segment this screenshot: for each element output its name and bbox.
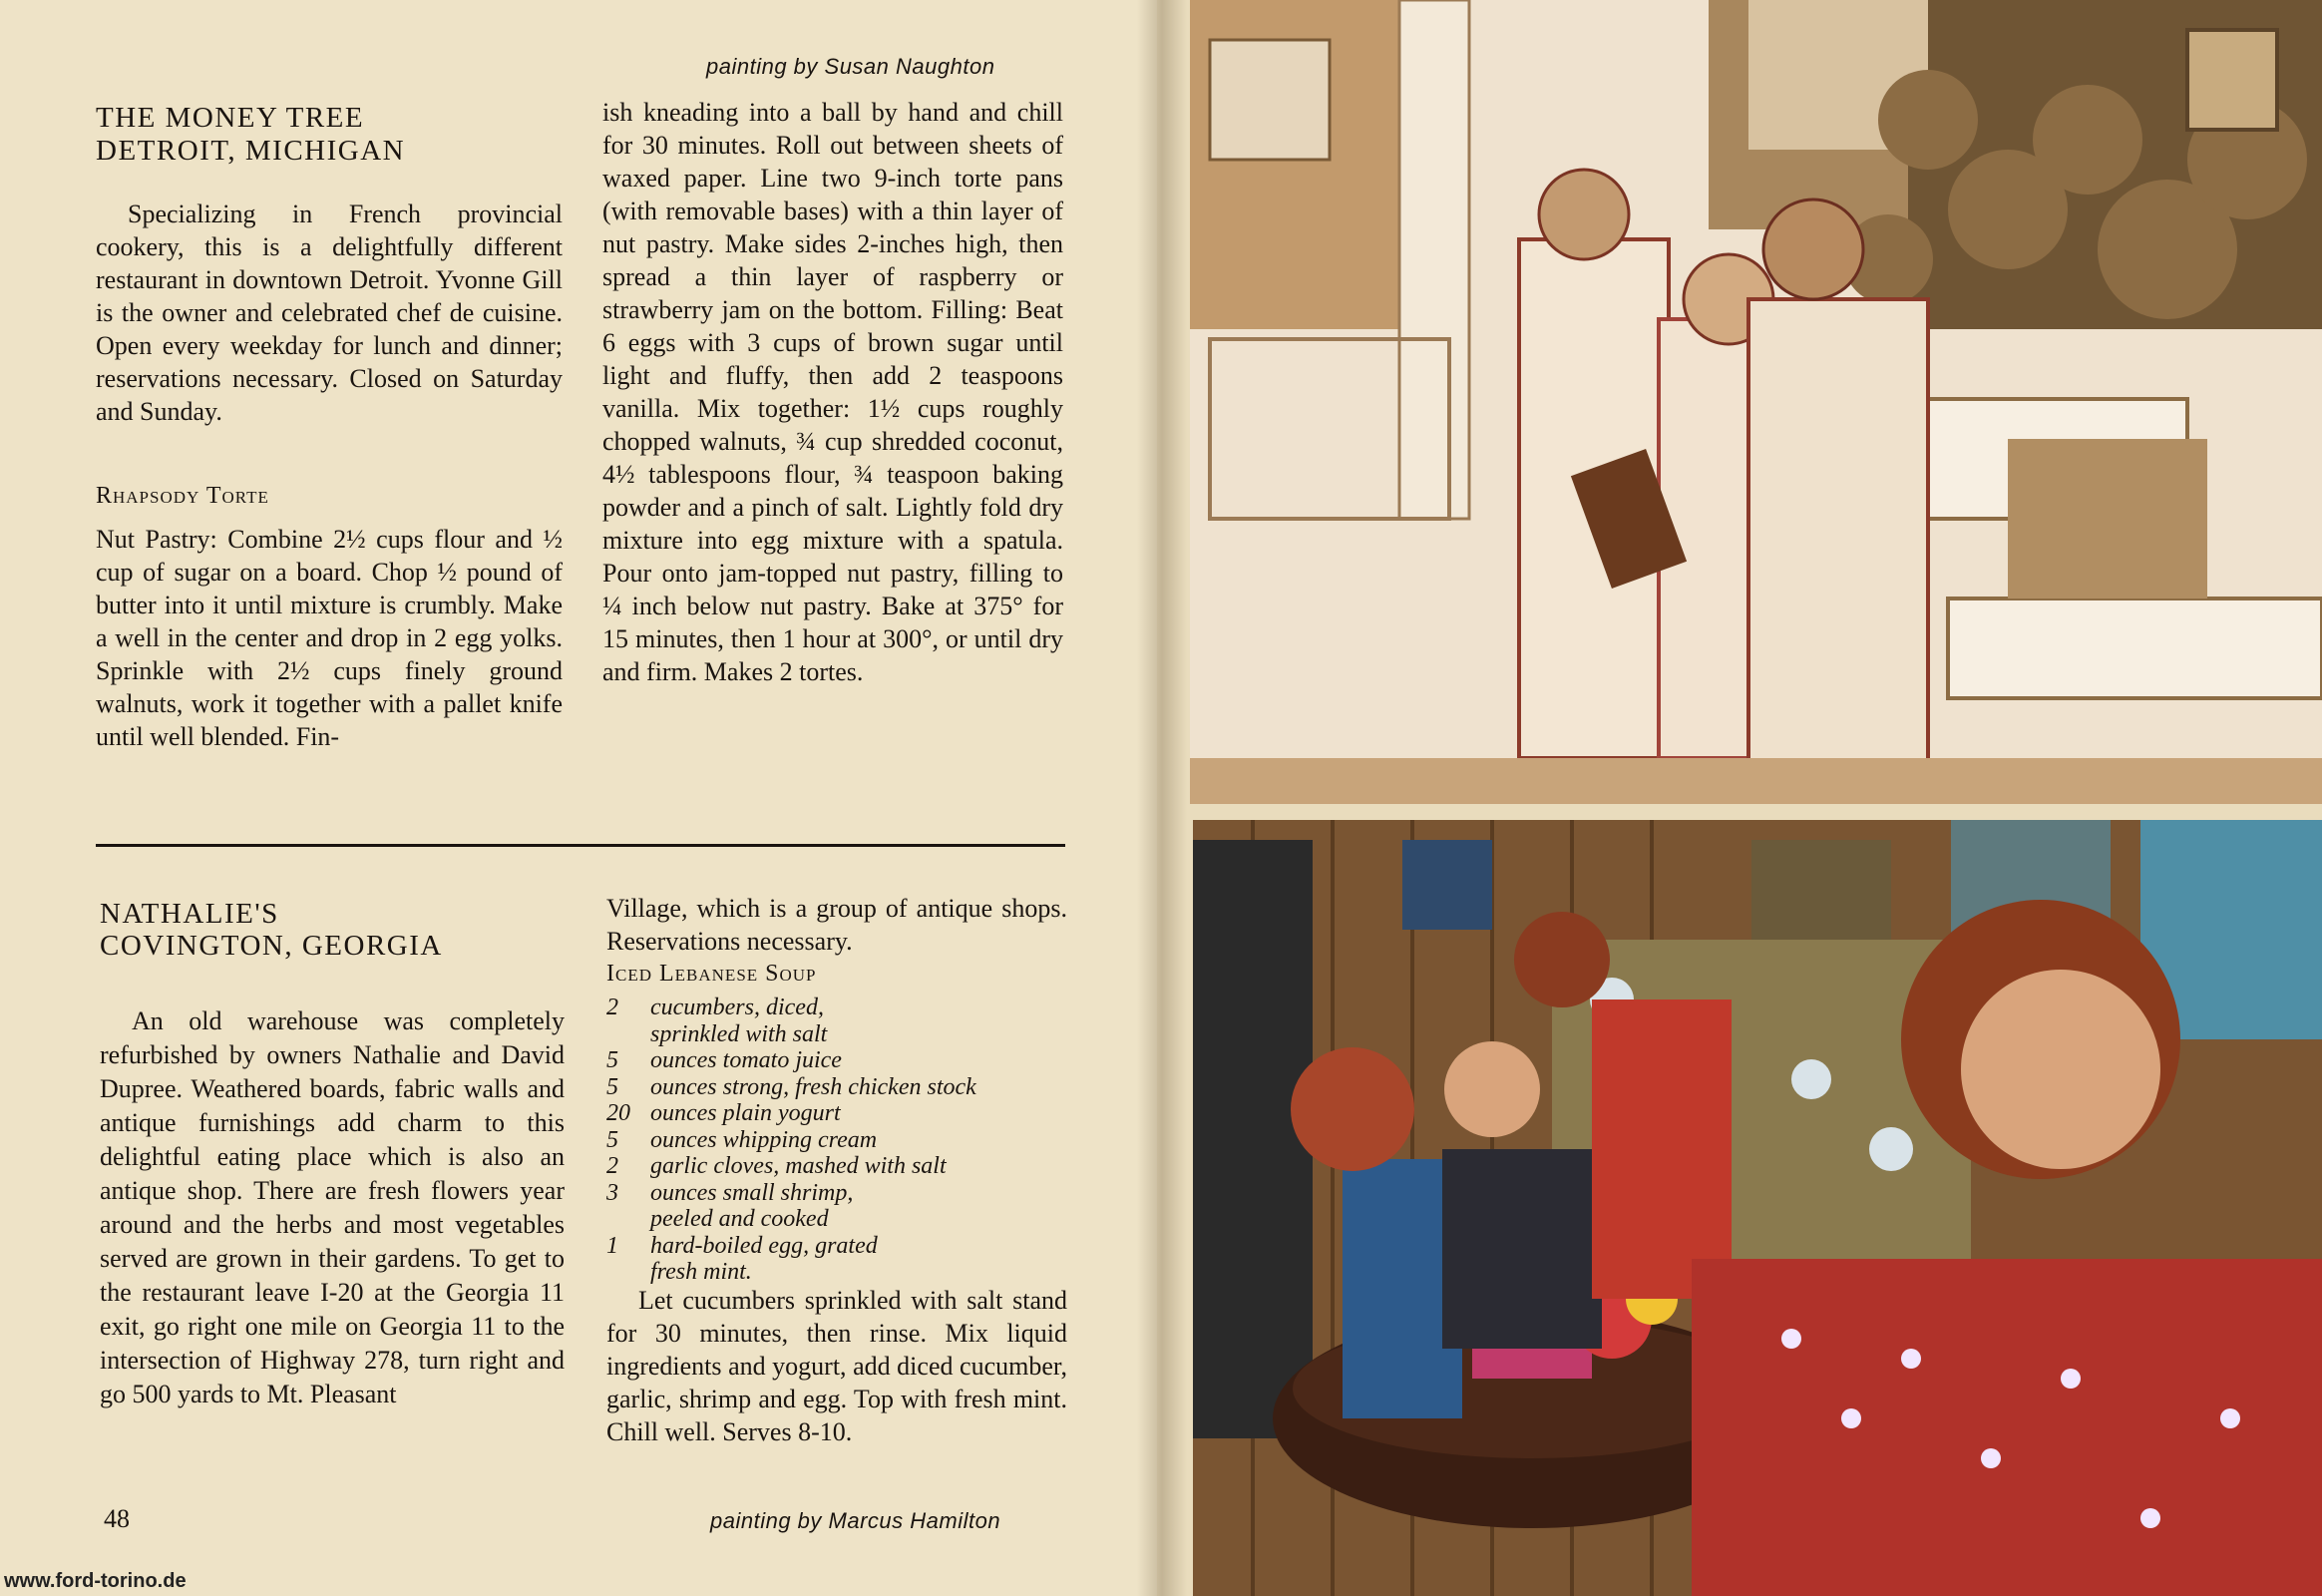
ingredient-text: ounces tomato juice [650,1047,842,1073]
article1-title: THE MONEY TREE [96,102,365,134]
ingredient-list [606,995,1067,1286]
page-gutter [1137,0,1187,1596]
article2-title: NATHALIE'S [100,898,279,930]
ingredient-item [606,1074,1067,1101]
article2-method-text: Let cucumbers sprinkled with salt stand for 30 minutes, then rinse. Mix liquid ingredients and yogurt, add diced cucumber, garlic, shrimp and egg. Top with fresh mint. Chill well. Serves 8-10. [606,1286,1067,1446]
painting-nathalies-art [1193,820,2322,1596]
ingredient-qty: 5 [606,1073,618,1100]
ingredient-text: ounces plain yogurt [650,1100,841,1126]
painting-credit-bottom: painting by Marcus Hamilton [710,1508,1001,1533]
article2-intro: An old warehouse was completely refurbished by owners Nathalie and David Dupree. Weathered boards, fabric walls and antique furnishings add charm to this delightful eating place which is also an antique shop. There are fresh flowers year around and the herbs and most vegetables served are grown in their gardens. To get to the restaurant leave I-20 at the Georgia 11 exit, go right one mile on Georgia 11 to the intersection of Highway 278, turn right and go 500 yards to Mt. Pleasant [100,1006,565,1408]
article1-recipe-text-left: Nut Pastry: Combine 2½ cups flour and ½ cup of sugar on a board. Chop ½ pound of butter into it until mixture is crumbly. Make a well in the center and drop in 2 egg yolks. Sprinkle with 2½ cups finely ground walnuts, work it together with a pallet knife until well blended. Fin- [96,525,563,751]
article1-column-left [96,198,563,428]
article1-location: DETROIT, MICHIGAN [96,135,406,167]
ingredient-text: ounces small shrimp, [650,1179,854,1206]
article2-method [606,1284,1067,1448]
article1-recipe-left [96,523,563,753]
ingredient-text: hard-boiled egg, grated [650,1232,878,1259]
ingredient-text-cont: fresh mint. [650,1259,752,1285]
ingredient-text: ounces whipping cream [650,1126,878,1153]
article2-column-left [100,1004,565,1411]
painting-nathalies [1193,820,2322,1596]
ingredient-qty: 5 [606,1047,618,1073]
article-divider [96,844,1065,847]
article2-location: COVINGTON, GEORGIA [100,930,443,962]
article1-intro: Specializing in French provincial cookery, this is a delightfully different restaurant in downtown Detroit. Yvonne Gill is the owner and celebrated chef de cuisine. Open every weekday for lunch and dinner; reservations necessary. Closed on Saturday and Sunday. [96,200,563,426]
ingredient-text: ounces strong, fresh chicken stock [650,1073,976,1100]
ingredient-qty: 3 [606,1179,618,1206]
ingredient-text: cucumbers, diced, [650,995,824,1020]
article1-recipe-title: Rhapsody Torte [96,483,269,509]
ingredient-item [606,1153,1067,1180]
article1-column-right [602,96,1063,688]
article2-column-right [606,892,1067,958]
ingredient-item-cont [606,1206,1067,1233]
painting-money-tree [1190,0,2322,804]
ingredient-qty: 5 [606,1126,618,1153]
ingredient-item [606,1127,1067,1154]
ingredient-text: garlic cloves, mashed with salt [650,1153,947,1179]
ingredient-qty: 20 [606,1100,630,1126]
painting-money-tree-art [1190,0,2322,804]
ingredient-text-cont: sprinkled with salt [650,1020,828,1047]
ingredient-qty: 2 [606,995,618,1020]
watermark: www.ford-torino.de [4,1570,187,1592]
painting-credit-top: painting by Susan Naughton [706,54,995,79]
ingredient-item-cont [606,1259,1067,1286]
ingredient-qty: 1 [606,1232,618,1259]
ingredient-item [606,995,1067,1021]
ingredient-item [606,1047,1067,1074]
ingredient-item [606,1100,1067,1127]
ingredient-item [606,1233,1067,1260]
article2-recipe-title: Iced Lebanese Soup [606,961,817,987]
page-number: 48 [104,1504,130,1533]
ingredient-item-cont [606,1021,1067,1048]
ingredient-item [606,1180,1067,1207]
article2-intro-cont: Village, which is a group of antique shops. Reservations necessary. [606,894,1067,956]
ingredient-qty: 2 [606,1153,618,1179]
ingredient-text-cont: peeled and cooked [650,1206,829,1232]
article1-recipe-text-right: ish kneading into a ball by hand and chill for 30 minutes. Roll out between sheets of waxed paper. Line two 9-inch torte pans (with removable bases) with a thin layer of nut pastry. Make sides 2-inches high, then spread a thin layer of raspberry or strawberry jam on the bottom. Filling: Beat 6 eggs with 3 cups of brown sugar until light and fluffy, then add 2 teaspoons vanilla. Mix together: 1½ cups roughly chopped walnuts, ¾ cup shredded coconut, 4½ tablespoons flour, ¾ teaspoon baking powder and a pinch of salt. Lightly fold dry mixture into egg mixture with a spatula. Pour onto jam-topped nut pastry, filling to ¼ inch below nut pastry. Bake at 375° for 15 minutes, then 1 hour at 300°, or until dry and firm. Makes 2 tortes. [602,98,1063,686]
